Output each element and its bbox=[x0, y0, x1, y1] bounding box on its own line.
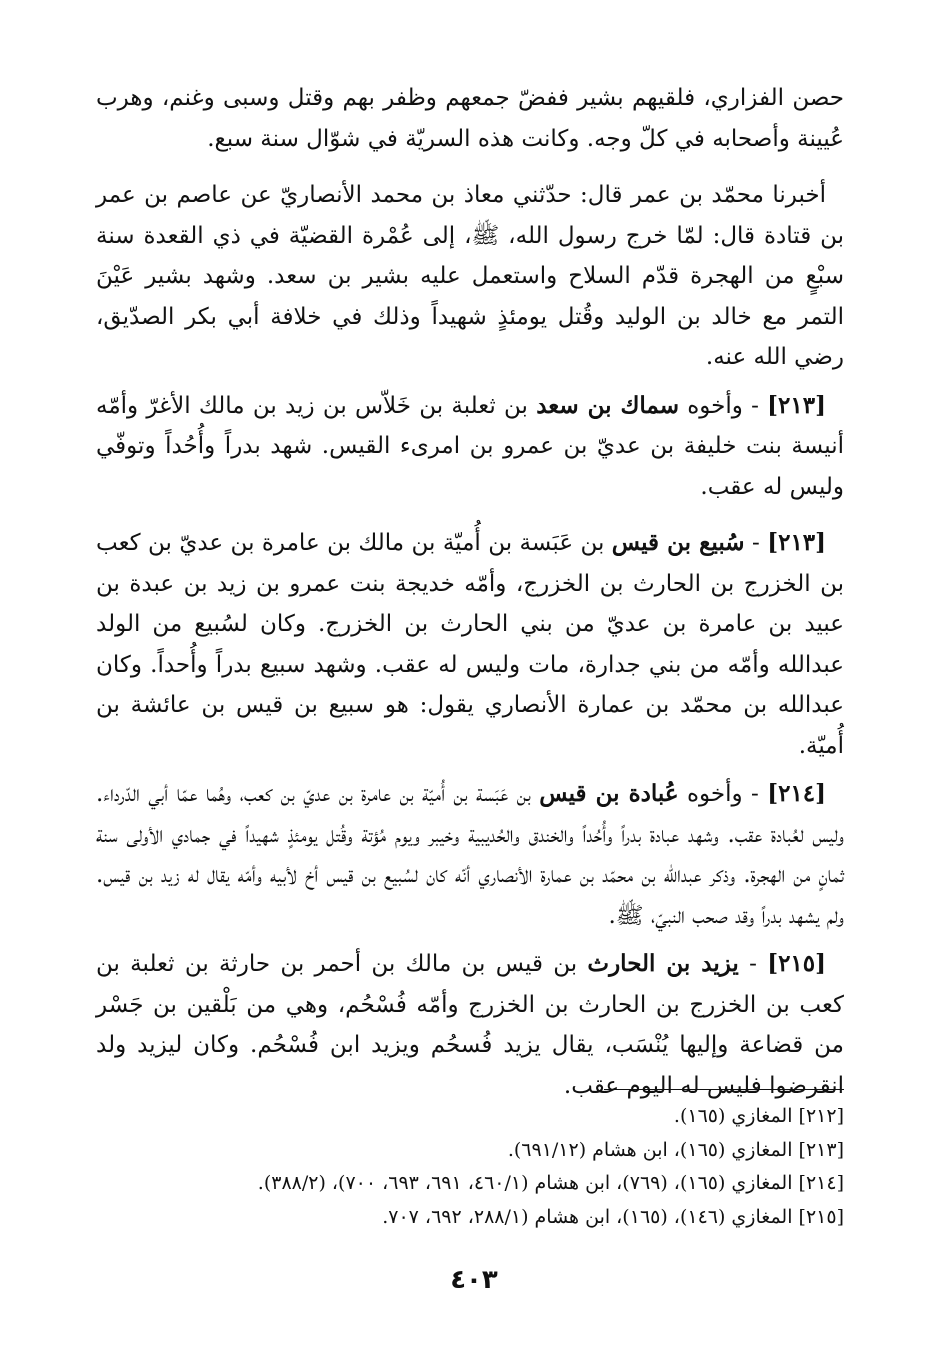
entry-number: [٢١٣] bbox=[767, 391, 826, 419]
footnote-212: [٢١٢] المغازي (١٦٥). bbox=[673, 1105, 844, 1127]
footnotes bbox=[96, 1100, 844, 1234]
entry-text: بن قيس بن مالك بن أحمر بن حارثة بن ثعلبة بن كعب بن الخزرج بن الحارث بن الخزرج وأمّه فُسْحُم، وهي من بَلْقين بن جَسْر من قضاعة وإليها يُنْسَب، يقال يزيد فُسحُم ويزيد ابن فُسْحُم. وكان ليزيد ولد انقرضوا فليس له اليوم عقب. bbox=[96, 951, 844, 1099]
entry-number: [٢١٥] bbox=[767, 950, 827, 977]
entry-name: عُبادة بن قيس bbox=[539, 780, 679, 807]
paragraph-intro: حصن الفزاري، فلقيهم بشير ففضّ جمعهم وظفر بهم وقتل وسبى وغنم، وهرب عُيينة وأصحابه في كلّ وجه. وكانت هذه السريّة في شوّال سنة سبع. bbox=[96, 85, 844, 152]
footnote-214: [٢١٤] المغازي (١٦٥)، (٧٦٩)، ابن هشام (٤٦٠/١، ٦٩١، ٦٩٣، ٧٠٠)، (٣٨٨/٢). bbox=[257, 1172, 844, 1194]
entry-text: بن عَبَسة بن أُميّة بن عامرة بن عديّ بن كعب، وهُما عمّا أبي الدّرداء. وليس لعُبادة عقب. وشهد عبادة بدراً وأُحُداً والخندق والحُديبية وخيبر ويوم مُؤتة وقُتل يومئذٍ شهيداً في جمادي الأولى سنة ثمانٍ من الهجرة. وذكر عبدالله بن محمّد بن عمارة الأنصاري أنّه كان لسُبيع بن قيس أخ لأبيه وأمّه يقال له زيد بن قيس. ولم يشهد بدراً وقد صحب النبيّ، ﷺ. bbox=[96, 781, 844, 929]
entry-text: بن عَبَسة بن أُميّة بن مالك بن عامرة بن عديّ بن كعب بن الخزرج بن الحارث بن الخزرج، وأمّه خديجة بنت عمرو بن زيد بن عبدة بن عبيد بن عامرة بن عديّ من بني الحارث بن الخزرج. وكان لسُبيع من الولد عبدالله وأمّه من بني جدارة، مات وليس له عقب. وشهد سبيع بدراً وأُحداً. وكان عبدالله بن محمّد بن عمارة الأنصاري يقول: هو سبيع بن قيس بن عائشة بن أُميّة. bbox=[96, 530, 844, 759]
entry-lead: - bbox=[749, 951, 757, 977]
entry-lead: - وأخوه bbox=[686, 781, 759, 807]
paragraph-narration: أخبرنا محمّد بن عمر قال: حدّثني معاذ بن محمد الأنصاريّ عن عاصم بن عمر بن قتادة قال: لمّا خرج رسول الله، ﷺ، إلى عُمْرة القضيّة في ذي القعدة سنة سبْعٍ من الهجرة قدّم السلاح واستعمل عليه بشير بن سعد. وشهد بشير عَيْنَ التمر مع خالد بن الوليد وقُتل يومئذٍ شهيداً وذلك في خلافة أبي بكر الصدّيق، رضي الله عنه. bbox=[96, 182, 844, 370]
entry-215-yazid bbox=[96, 944, 844, 1106]
entry-name: يزيد بن الحارث bbox=[587, 950, 739, 977]
entry-number: [٢١٤] bbox=[767, 780, 827, 807]
entry-lead: - bbox=[752, 530, 760, 556]
entry-name: سُبيع بن قيس bbox=[611, 529, 745, 556]
entry-213-subay bbox=[96, 523, 844, 766]
main-text bbox=[96, 78, 844, 1106]
page-number: ٤٠٣ bbox=[450, 1265, 498, 1295]
footnote-divider bbox=[604, 1089, 844, 1090]
footnote-213: [٢١٣] المغازي (١٦٥)، ابن هشام (٦٩١/١٢). bbox=[507, 1138, 844, 1161]
entry-number: [٢١٣] bbox=[767, 529, 827, 556]
footnote-215: [٢١٥] المغازي (١٤٦)، (١٦٥)، ابن هشام (٢٨٨/١، ٦٩٢، ٧٠٧. bbox=[382, 1205, 844, 1228]
entry-214-ubada bbox=[96, 774, 844, 936]
entry-text: بن ثعلبة بن خَلاّس بن زيد بن مالك الأغرّ وأمّه أنيسة بنت خليفة بن عديّ بن عمرو بن امرىء القيس. شهد بدراً وأُحُداً وتوفّي وليس له عقب. bbox=[96, 392, 844, 500]
entry-lead: - وأخوه bbox=[687, 392, 759, 419]
entry-name: سماك بن سعد bbox=[536, 391, 679, 419]
entry-213-simak bbox=[96, 386, 844, 508]
